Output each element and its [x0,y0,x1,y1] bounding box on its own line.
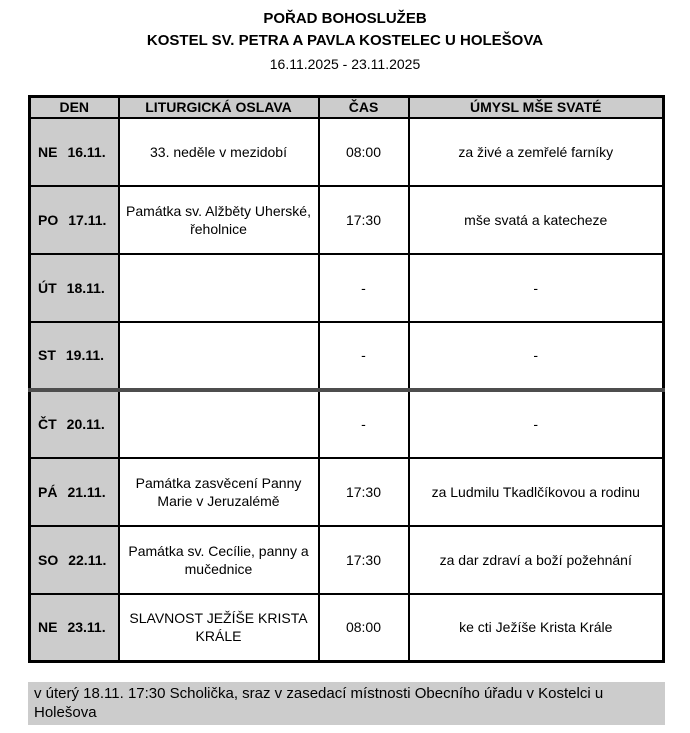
day-date: 18.11. [66,279,105,296]
day-label [34,618,115,636]
day-date: 21.11. [67,483,106,500]
intention-cell: - [409,322,664,390]
day-label [34,551,115,569]
intention-cell: za Ludmilu Tkadlčíkovou a rodinu [409,458,664,526]
time-cell: 17:30 [319,186,409,254]
celebration-cell [119,322,319,390]
time-cell: - [319,390,409,458]
day-date: 16.11. [67,143,106,160]
table-row [30,594,664,662]
day-date: 23.11. [67,619,106,636]
day-abbr: SO [38,551,59,568]
celebration-cell: Památka sv. Cecílie, panny a mučednice [119,526,319,594]
day-abbr: PO [38,211,59,228]
page-title: POŘAD BOHOSLUŽEB [263,10,427,27]
day-abbr: NE [38,619,58,636]
header-row [30,97,664,118]
day-label [34,143,115,161]
celebration-cell: SLAVNOST JEŽÍŠE KRISTA KRÁLE [119,594,319,662]
column-header-oslava: LITURGICKÁ OSLAVA [119,97,319,118]
church-title: KOSTEL SV. PETRA A PAVLA KOSTELEC U HOLEŠOVA [146,32,544,49]
intention-cell: - [409,390,664,458]
day-abbr: NE [38,143,58,160]
table-row [30,390,664,458]
day-label [34,415,115,433]
time-cell: 17:30 [319,526,409,594]
date-range: 16.11.2025 - 23.11.2025 [269,56,421,72]
day-cell [30,458,119,526]
column-header-den: DEN [30,97,119,118]
schedule-table [28,95,665,663]
celebration-cell: Památka sv. Alžběty Uherské, řeholnice [119,186,319,254]
celebration-cell: Památka zasvěcení Panny Marie v Jeruzalémě [119,458,319,526]
day-cell [30,526,119,594]
time-cell: 08:00 [319,118,409,186]
day-label [34,279,115,297]
intention-cell: za živé a zemřelé farníky [409,118,664,186]
celebration-cell: 33. neděle v mezidobí [119,118,319,186]
day-cell [30,118,119,186]
title-block [0,0,690,74]
table-row [30,526,664,594]
intention-cell: - [409,254,664,322]
day-date: 17.11. [68,211,107,228]
intention-cell: ke cti Ježíše Krista Krále [409,594,664,662]
time-cell: 17:30 [319,458,409,526]
intention-cell: za dar zdraví a boží požehnání [409,526,664,594]
table-row [30,186,664,254]
day-label [34,483,115,501]
footer-note: v úterý 18.11. 17:30 Scholička, sraz v zasedací místnosti Obecního úřadu v Kostelci u Holešova [28,682,665,725]
day-date: 22.11. [68,551,107,568]
celebration-cell [119,390,319,458]
intention-cell: mše svatá a katecheze [409,186,664,254]
table-row [30,254,664,322]
time-cell: 08:00 [319,594,409,662]
table-row [30,118,664,186]
day-label [34,211,115,229]
day-date: 20.11. [66,416,105,432]
day-abbr: PÁ [38,483,58,500]
day-cell [30,186,119,254]
day-label [34,346,115,364]
day-cell [30,390,119,458]
column-header-umysl: ÚMYSL MŠE SVATÉ [409,97,664,118]
celebration-cell [119,254,319,322]
day-abbr: ST [38,347,56,363]
day-abbr: ČT [38,416,57,432]
day-date: 19.11. [65,347,105,363]
column-header-cas: ČAS [319,97,409,118]
time-cell: - [319,322,409,390]
table-row [30,458,664,526]
table-row [30,322,664,390]
time-cell: - [319,254,409,322]
day-cell [30,322,119,390]
day-cell [30,594,119,662]
day-abbr: ÚT [38,279,57,296]
day-cell [30,254,119,322]
